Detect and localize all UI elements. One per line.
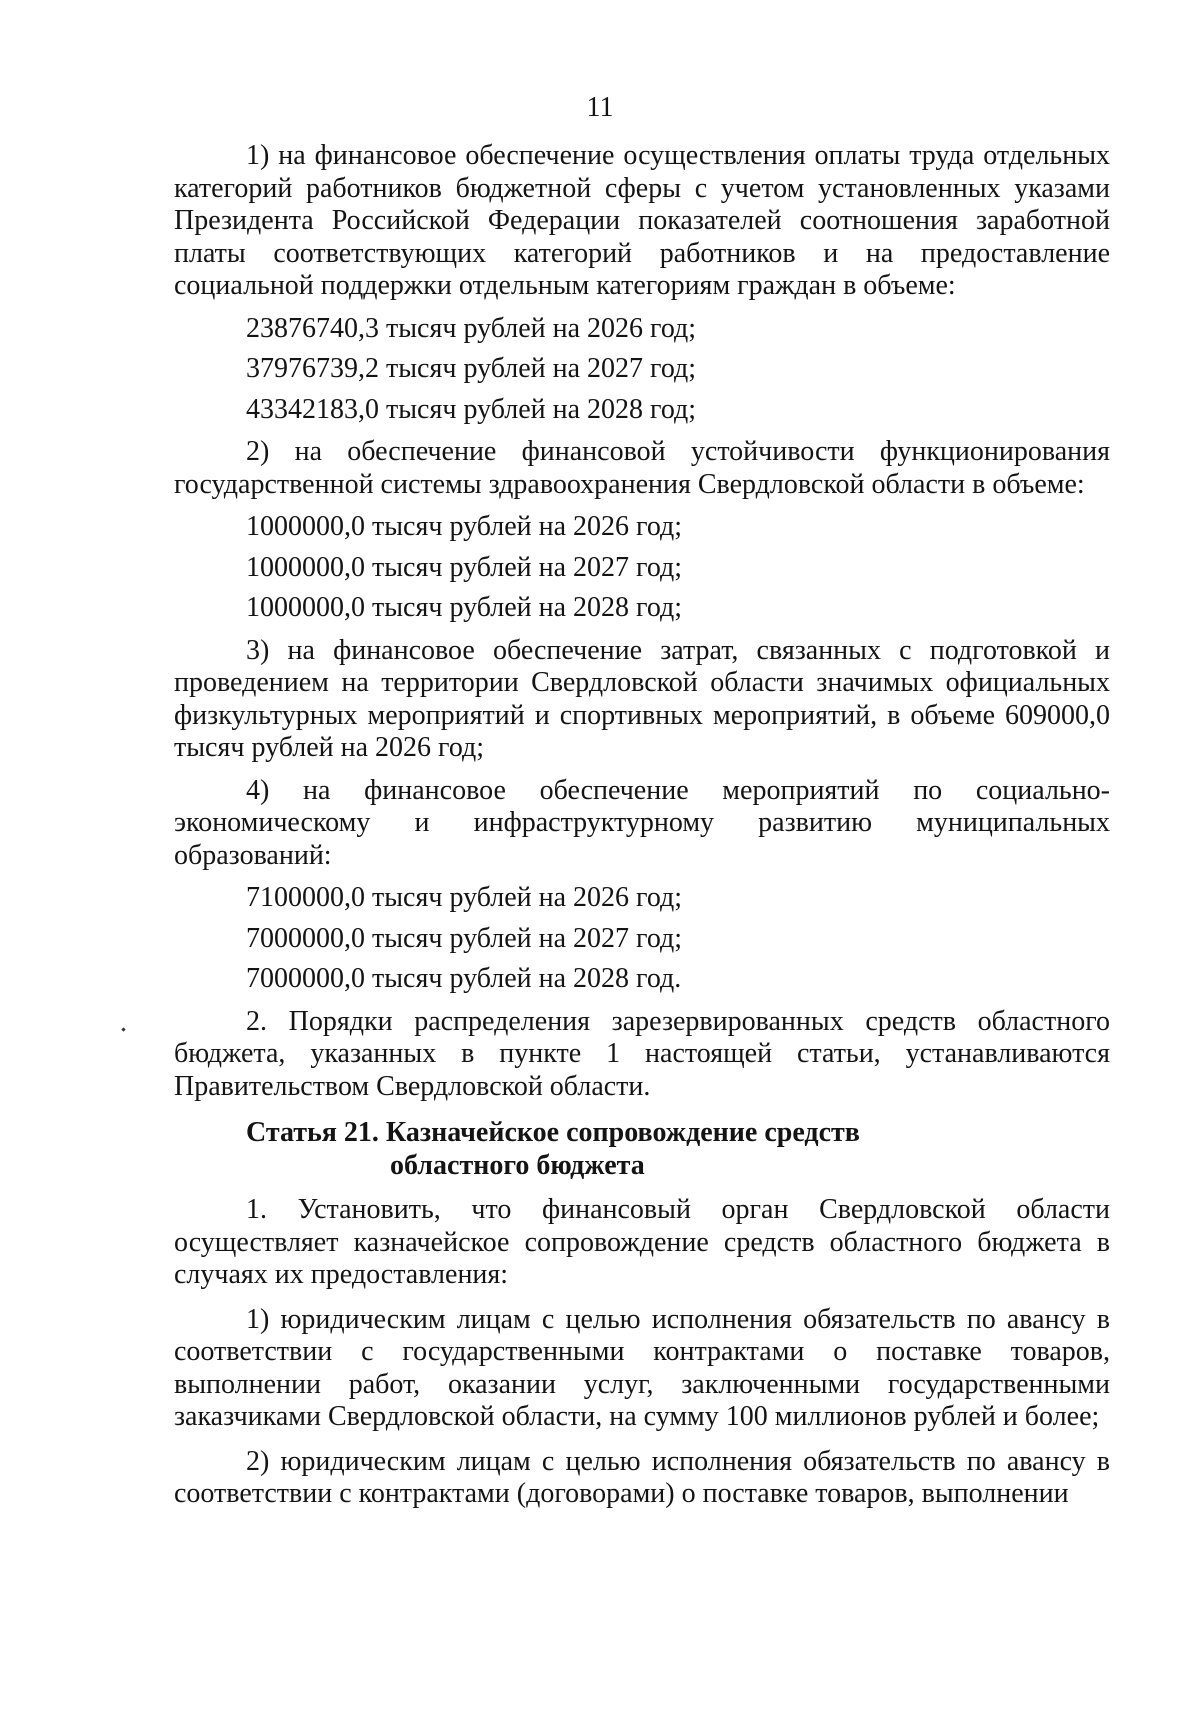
paragraph-item-1: 1) на финансовое обеспечение осуществления оплаты труда отдельных категорий работников бюджетной сферы с учетом установленных указами Президента Российской Федерации показателей соотношения заработной платы соответствующих категорий работников и на предоставление социальной поддержки отдельным категориям граждан в объеме: [174,140,1110,301]
amount-line: 7100000,0 тысяч рублей на 2026 год; [246,882,683,913]
scan-speck [121,1027,125,1031]
amount-line: 7000000,0 тысяч рублей на 2027 год; [246,922,683,954]
article-heading-line2: областного бюджета [390,1149,645,1181]
amount-line: 23876740,3 тысяч рублей на 2026 год; [246,312,697,344]
reserve-funds-section [174,140,1110,1511]
amount-line: 7000000,0 тысяч рублей на 2028 год. [246,963,682,994]
article-subitem-2: 2) юридическим лицам с целью исполнения обязательств по авансу в соответствии с контрактами (договорами) о поставке товаров, выполнении [174,1445,1110,1509]
article-heading-line1: Статья 21. Казначейское сопровождение средств [246,1117,860,1148]
amount-line: 37976739,2 тысяч рублей на 2027 год; [246,353,697,384]
amount-line: 1000000,0 тысяч рублей на 2026 год; [246,511,683,542]
amount-line: 1000000,0 тысяч рублей на 2028 год; [246,592,683,623]
paragraph-item-4: 4) на финансовое обеспечение мероприятий по социально-экономическому и инфраструктурному развитию муниципальных образований: [174,774,1110,871]
amount-line: 43342183,0 тысяч рублей на 2028 год; [246,393,697,425]
page-number: 11 [586,92,614,123]
paragraph-item-3: 3) на финансовое обеспечение затрат, связанных с подготовкой и проведением на территории Свердловской области значимых официальных физкультурных мероприятий и спортивных мероприятий, в объеме 609000,0 тысяч рублей на 2026 год; [174,634,1110,763]
article-subitem-1: 1) юридическим лицам с целью исполнения обязательств по авансу в соответствии с государственными контрактами о поставке товаров, выполнении работ, оказании услуг, заключенными государственными заказчиками Свердловской области, на сумму 100 миллионов рублей и более; [174,1303,1110,1432]
article-heading [174,1117,1110,1182]
amount-line: 1000000,0 тысяч рублей на 2027 год; [246,551,683,583]
paragraph-point-2: 2. Порядки распределения зарезервированных средств областного бюджета, указанных в пункте 1 настоящей статьи, устанавливаются Правительством Свердловской области. [174,1005,1110,1102]
paragraph-item-2: 2) на обеспечение финансовой устойчивости функционирования государственной системы здравоохранения Свердловской области в объеме: [174,436,1110,500]
article-paragraph-1: 1. Установить, что финансовый орган Свердловской области осуществляет казначейское сопровождение средств областного бюджета в случаях их предоставления: [174,1194,1110,1290]
